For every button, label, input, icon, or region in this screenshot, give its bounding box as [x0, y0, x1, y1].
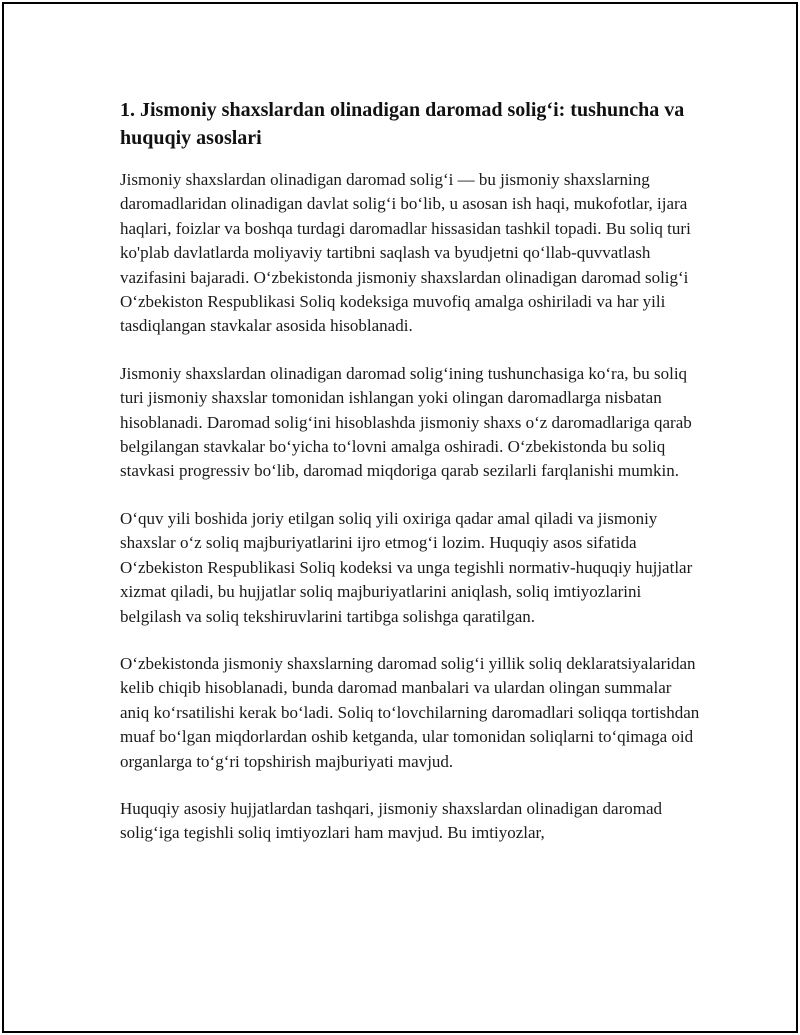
document-body	[120, 96, 700, 869]
section-heading: 1. Jismoniy shaxslardan olinadigan daromad solig‘i: tushuncha va huquqiy asoslari	[120, 99, 685, 149]
paragraph-1: Jismoniy shaxslardan olinadigan daromad solig‘i — bu jismoniy shaxslarning daromadlaridan olinadigan davlat solig‘i bo‘lib, u asosan ish haqi, mukofotlar, ijara haqlari, foizlar va boshqa turdagi daromadlar hissasidan tashkil topadi. Bu soliq turi ko'plab davlatlarda moliyaviy tartibni saqlash va byudjetni qo‘llab-quvvatlash vazifasini bajaradi. O‘zbekistonda jismoniy shaxslardan olinadigan daromad solig‘i O‘zbekiston Respublikasi Soliq kodeksiga muvofiq amalga oshiriladi va har yili tasdiqlangan stavkalar asosida hisoblanadi.	[120, 170, 691, 336]
paragraph-5: Huquqiy asosiy hujjatlardan tashqari, jismoniy shaxslardan olinadigan daromad solig‘iga tegishli soliq imtiyozlari ham mavjud. Bu imtiyozlar,	[120, 798, 662, 843]
page-frame	[2, 2, 798, 1033]
paragraph-4: O‘zbekistonda jismoniy shaxslarning daromad solig‘i yillik soliq deklaratsiyalaridan kelib chiqib hisoblanadi, bunda daromad manbalari va ulardan olingan summalar aniq ko‘rsatilishi kerak bo‘ladi. Soliq to‘lovchilarning daromadlari soliqqa tortishdan muaf bo‘lgan miqdorlardan oshib ketganda, ular tomonidan soliqlarni to‘qimaga oid organlarga to‘g‘ri topshirish majburiyati mavjud.	[120, 653, 700, 771]
paragraph-2: Jismoniy shaxslardan olinadigan daromad solig‘ining tushunchasiga ko‘ra, bu soliq turi jismoniy shaxslar tomonidan ishlangan yoki olingan daromadlarga nisbatan hisoblanadi. Daromad solig‘ini hisoblashda jismoniy shaxs o‘z daromadlariga qarab belgilangan stavkalar bo‘yicha to‘lovni amalga oshiradi. O‘zbekistonda bu soliq stavkasi progressiv bo‘lib, daromad miqdoriga qarab sezilarli farqlanishi mumkin.	[120, 363, 692, 481]
paragraph-3: O‘quv yili boshida joriy etilgan soliq yili oxiriga qadar amal qiladi va jismoniy shaxslar o‘z soliq majburiyatlarini ijro etmog‘i lozim. Huquqiy asos sifatida O‘zbekiston Respublikasi Soliq kodeksi va unga tegishli normativ-huquqiy hujjatlar xizmat qiladi, bu hujjatlar soliq majburiyatlarini aniqlash, soliq imtiyozlarini belgilash va soliq tekshiruvlarini tartibga solishga qaratilgan.	[120, 508, 693, 626]
